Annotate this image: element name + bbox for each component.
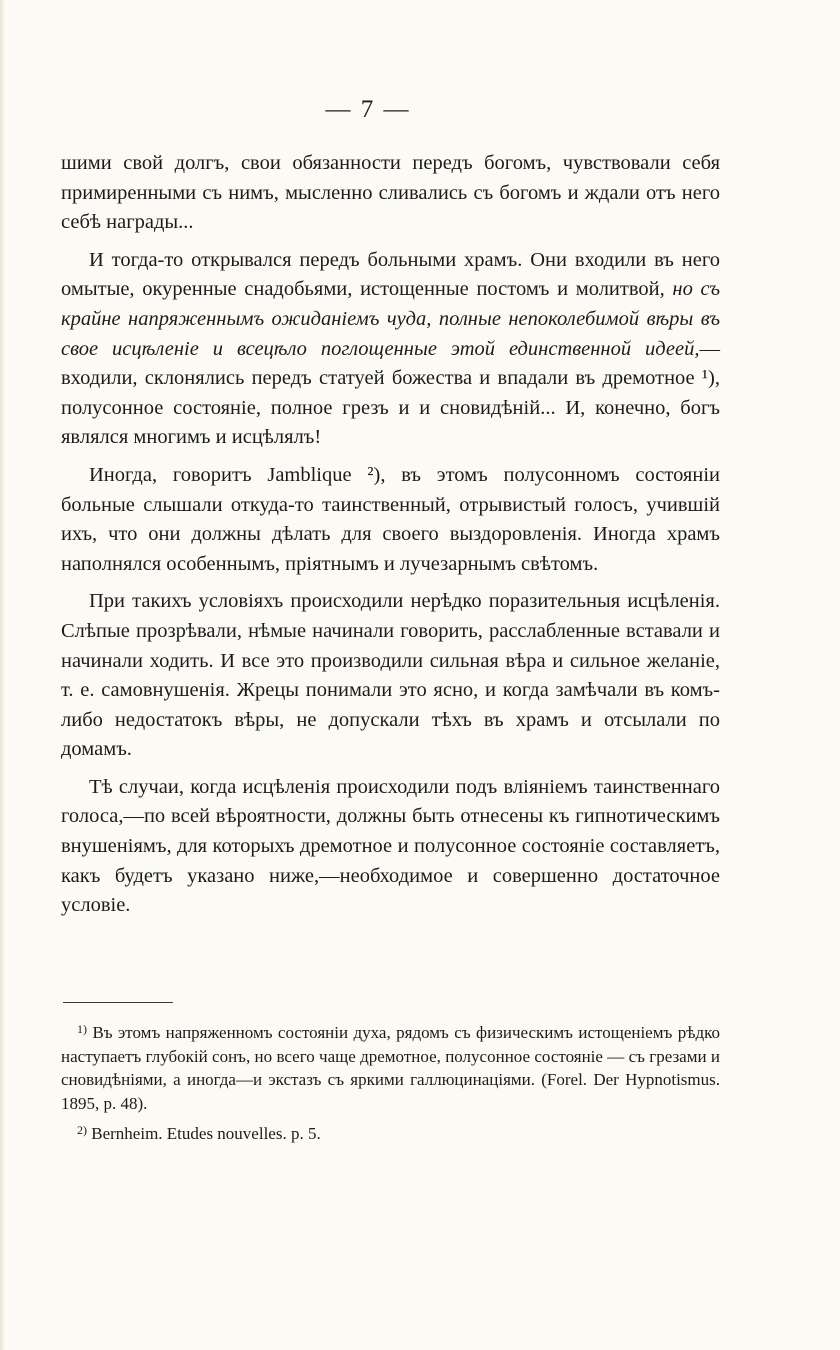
page-edge: [0, 0, 5, 1350]
paragraph-2-end: — входили, склонялись передъ статуей божества и впадали въ дремотное ¹), полусонное состояніе, полное грезъ и и сновидѣній... И, конечно, богъ являлся многимъ и исцѣлялъ!: [61, 337, 720, 449]
paragraph-2-start: И тогда-то открывался передъ больными храмъ. Они входили въ него омытые, окуренные снадобьями, истощенные постомъ и молитвой,: [61, 248, 720, 301]
page-number: — 7 —: [325, 96, 411, 123]
paragraph-4: При такихъ условіяхъ происходили нерѣдко поразительныя исцѣленія. Слѣпые прозрѣвали, нѣмые начинали говорить, расслабленные вставали и начинали ходить. И все это производили сильная вѣра и сильное желаніе, т. е. самовнушенія. Жрецы понимали это ясно, и когда замѣчали въ комъ-либо недостатокъ вѣры, не допускали тѣхъ въ храмъ и отсылали по домамъ.: [61, 590, 720, 761]
paragraph-2: [61, 246, 720, 453]
footnote-1: [61, 1018, 720, 1115]
footnote-divider: [63, 1002, 173, 1004]
footnotes: [61, 1018, 720, 1150]
footnote-1-text: Въ этомъ напряженномъ состояніи духа, рядомъ съ физическимъ истощеніемъ рѣдко наступаетъ глубокій сонъ, но всего чаще дремотное, полусонное состояніе — съ грезами и сновидѣніями, а иногда—и экстазъ съ яркими галлюцинаціями. (Forel. Der Hypnotismus. 1895, p. 48).: [61, 1023, 720, 1113]
paragraph-2-italic: но съ крайне напряженнымъ ожиданіемъ чуда, полные непоколебимой вѣры въ свое исцѣленіе и всецѣло поглощенные этой единственной идеей,: [61, 278, 720, 360]
paragraph-5: Тѣ случаи, когда исцѣленія происходили подъ вліяніемъ таинственнаго голоса,—по всей вѣроятности, должны быть отнесены къ гипнотическимъ внушеніямъ, для которыхъ дремотное и полусонное состояніе составляетъ, какъ будетъ указано ниже,—необходимое и совершенно достаточное условіе.: [61, 775, 720, 917]
footnote-1-mark: 1): [77, 1022, 87, 1036]
footnote-2: [61, 1119, 720, 1146]
body-text: [61, 149, 720, 929]
paragraph-3: Иногда, говоритъ Jamblique ²), въ этомъ полусонномъ состояніи больные слышали откуда-то таинственный, отрывистый голосъ, учившій ихъ, что они должны дѣлать для своего выздоровленія. Иногда храмъ наполнялся особеннымъ, пріятнымъ и лучезарнымъ свѣтомъ.: [61, 463, 720, 575]
footnote-2-mark: 2): [77, 1123, 87, 1137]
footnote-2-text: Bernheim. Etudes nouvelles. p. 5.: [91, 1124, 321, 1143]
paragraph-1: шими свой долгъ, свои обязанности передъ богомъ, чувствовали себя примиренными съ нимъ, мысленно сливались съ богомъ и ждали отъ него себѣ награды...: [61, 152, 720, 234]
